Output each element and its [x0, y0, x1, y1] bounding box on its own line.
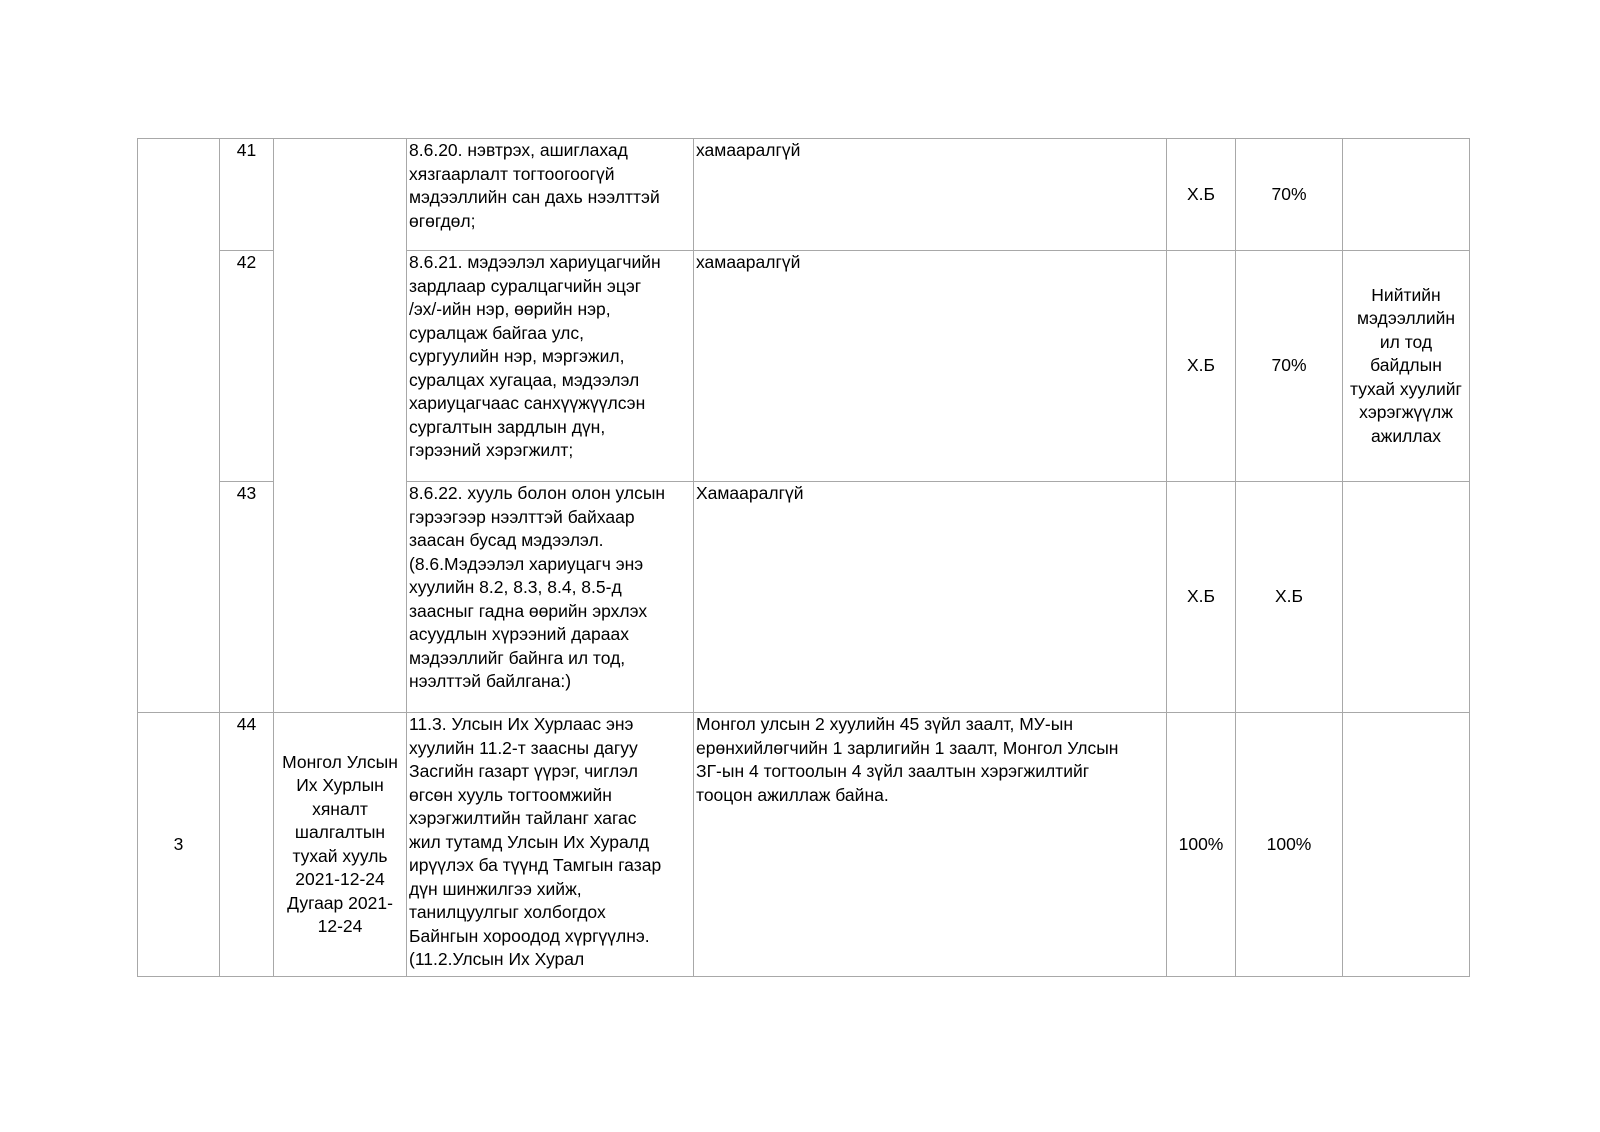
row-number-cell: 43: [220, 482, 274, 713]
percent-cell: Х.Б: [1236, 482, 1343, 713]
note-cell: Нийтийн мэдээллийн ил тод байдлын тухай хуулийг хэрэгжүүлж ажиллах: [1343, 251, 1470, 482]
row-number-cell: 41: [220, 139, 274, 251]
provision-cell: 11.3. Улсын Их Хурлаас энэ хуулийн 11.2-т заасны дагуу Засгийн газарт үүрэг, чиглэл өгсөн хууль тогтоомжийн хэрэгжилтийн тайланг хагас жил тутамд Улсын Их Хуралд ирүүлэх ба түүнд Тамгын газар дүн шинжилгээ хийж, танилцуулгыг холбогдох Байнгын хороодод хүргүүлнэ. (11.2.Улсын Их Хурал: [407, 713, 694, 977]
performance-cell: Хамааралгүй: [694, 482, 1167, 713]
section-number-cell: [138, 139, 220, 713]
score-cell: Х.Б: [1167, 251, 1236, 482]
report-table: [137, 138, 1470, 977]
note-cell: [1343, 482, 1470, 713]
row-number-cell: 44: [220, 713, 274, 977]
table-row: [138, 713, 1470, 977]
performance-cell: хамааралгүй: [694, 251, 1167, 482]
provision-cell: 8.6.20. нэвтрэх, ашиглахад хязгаарлалт тогтоогоогүй мэдээллийн сан дахь нээлттэй өгөгдөл;: [407, 139, 694, 251]
table-row: [138, 139, 1470, 251]
law-name-cell: Монгол Улсын Их Хурлын хяналт шалгалтын тухай хууль 2021-12-24 Дугаар 2021- 12-24: [274, 713, 407, 977]
law-name-cell: [274, 139, 407, 713]
score-cell: Х.Б: [1167, 482, 1236, 713]
provision-cell: 8.6.21. мэдээлэл хариуцагчийн зардлаар суралцагчийн эцэг /эх/-ийн нэр, өөрийн нэр, суралцаж байгаа улс, сургуулийн нэр, мэргэжил, суралцах хугацаа, мэдээлэл хариуцагчаас санхүүжүүлсэн сургалтын зардлын дүн, гэрээний хэрэгжилт;: [407, 251, 694, 482]
provision-cell: 8.6.22. хууль болон олон улсын гэрээгээр нээлттэй байхаар заасан бусад мэдээлэл. (8.6.Мэдээлэл хариуцагч энэ хуулийн 8.2, 8.3, 8.4, 8.5-д заасныг гадна өөрийн эрхлэх асуудлын хүрээний дараах мэдээллийг байнга ил тод, нээлттэй байлгана:): [407, 482, 694, 713]
note-cell: [1343, 139, 1470, 251]
percent-cell: 100%: [1236, 713, 1343, 977]
note-cell: [1343, 713, 1470, 977]
performance-cell: хамааралгүй: [694, 139, 1167, 251]
section-number-cell: 3: [138, 713, 220, 977]
score-cell: 100%: [1167, 713, 1236, 977]
percent-cell: 70%: [1236, 251, 1343, 482]
score-cell: Х.Б: [1167, 139, 1236, 251]
row-number-cell: 42: [220, 251, 274, 482]
percent-cell: 70%: [1236, 139, 1343, 251]
performance-cell: Монгол улсын 2 хуулийн 45 зүйл заалт, МУ-ын ерөнхийлөгчийн 1 зарлигийн 1 заалт, Монгол Улсын ЗГ-ын 4 тогтоолын 4 зүйл заалтын хэрэгжилтийг тооцон ажиллаж байна.: [694, 713, 1167, 977]
